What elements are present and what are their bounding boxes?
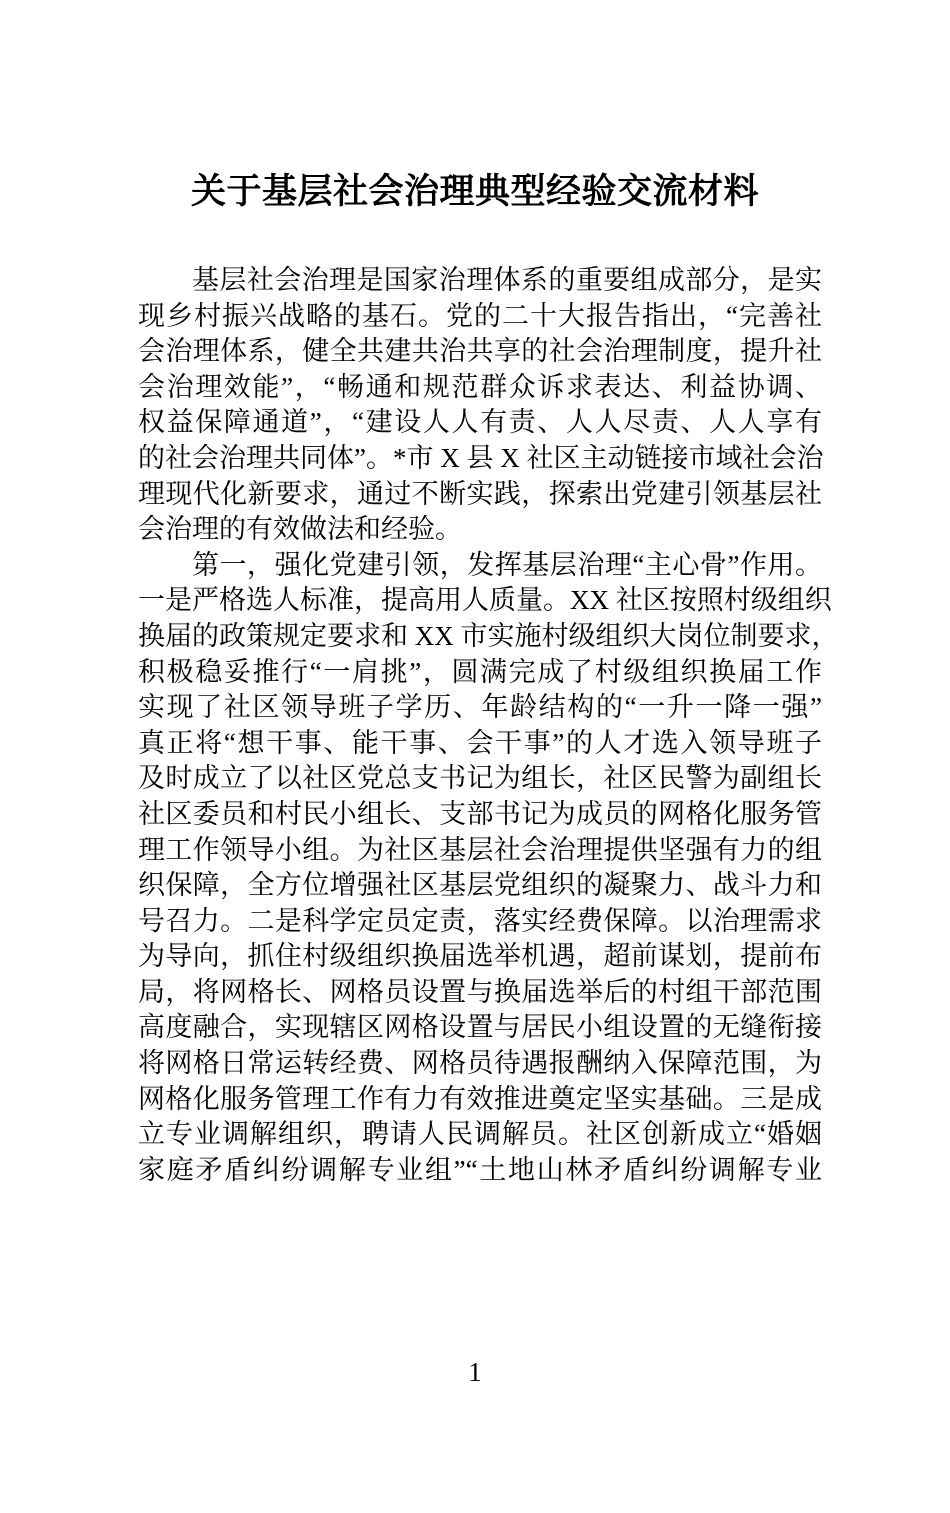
text-line: 积极稳妥推行“一肩挑”，圆满完成了村级组织换届工作 — [138, 656, 822, 687]
text-line: 高度融合，实现辖区网格设置与居民小组设置的无缝衔接 — [138, 1012, 822, 1043]
paragraph — [138, 548, 839, 1189]
text-line: 局，将网格长、网格员设置与换届选举后的村组干部范围 — [138, 976, 822, 1007]
text-line: 基层社会治理是国家治理体系的重要组成部分，是实 — [192, 265, 822, 295]
paragraph — [138, 263, 822, 548]
text-line: 会治理的有效做法和经验。 — [138, 514, 462, 545]
text-line: 会治理体系，健全共建共治共享的社会治理制度，提升社 — [138, 336, 822, 367]
text-line: 立专业调解组织，聘请人民调解员。社区创新成立“婚姻 — [138, 1119, 822, 1150]
text-line: 织保障，全方位增强社区基层党组织的凝聚力、战斗力和 — [138, 870, 822, 901]
document-title: 关于基层社会治理典型经验交流材料 — [190, 172, 759, 211]
text-line: 真正将“想干事、能干事、会干事”的人才选入领导班子 — [138, 727, 822, 758]
text-line: 换届的政策规定要求和 XX 市实施村级组织大岗位制要求， — [138, 620, 839, 651]
text-line: 现乡村振兴战略的基石。党的二十大报告指出，“完善社 — [138, 300, 822, 331]
text-line: 及时成立了以社区党总支书记为组长，社区民警为副组长 — [138, 763, 822, 794]
text-line: 第一，强化党建引领，发挥基层治理“主心骨”作用。 — [192, 549, 822, 580]
document-page — [0, 169, 950, 1513]
text-line: 一是严格选人标准，提高用人质量。XX 社区按照村级组织 — [138, 585, 832, 616]
text-line: 的社会治理共同体”。*市 X 县 X 社区主动链接市域社会治 — [138, 442, 824, 473]
text-line: 网格化服务管理工作有力有效推进奠定坚实基础。三是成 — [138, 1083, 822, 1114]
text-line: 为导向，抓住村级组织换届选举机遇，超前谋划，提前布 — [138, 941, 822, 972]
text-line: 将网格日常运转经费、网格员待遇报酬纳入保障范围，为 — [138, 1048, 822, 1079]
text-line: 会治理效能”，“畅通和规范群众诉求表达、利益协调、 — [138, 371, 822, 402]
text-line: 社区委员和村民小组长、支部书记为成员的网格化服务管 — [138, 798, 822, 829]
text-line: 号召力。二是科学定员定责，落实经费保障。以治理需求 — [138, 905, 822, 936]
text-line: 权益保障通道”，“建设人人有责、人人尽责、人人享有 — [138, 407, 822, 438]
text-line: 理现代化新要求，通过不断实践，探索出党建引领基层社 — [138, 478, 822, 509]
text-line: 家庭矛盾纠纷调解专业组”“土地山林矛盾纠纷调解专业 — [138, 1154, 822, 1185]
document-body — [138, 263, 839, 1188]
text-line: 实现了社区领导班子学历、年龄结构的“一升一降一强” — [138, 692, 822, 723]
text-line: 理工作领导小组。为社区基层社会治理提供坚强有力的组 — [138, 834, 822, 865]
page-number: 1 — [468, 1357, 482, 1387]
